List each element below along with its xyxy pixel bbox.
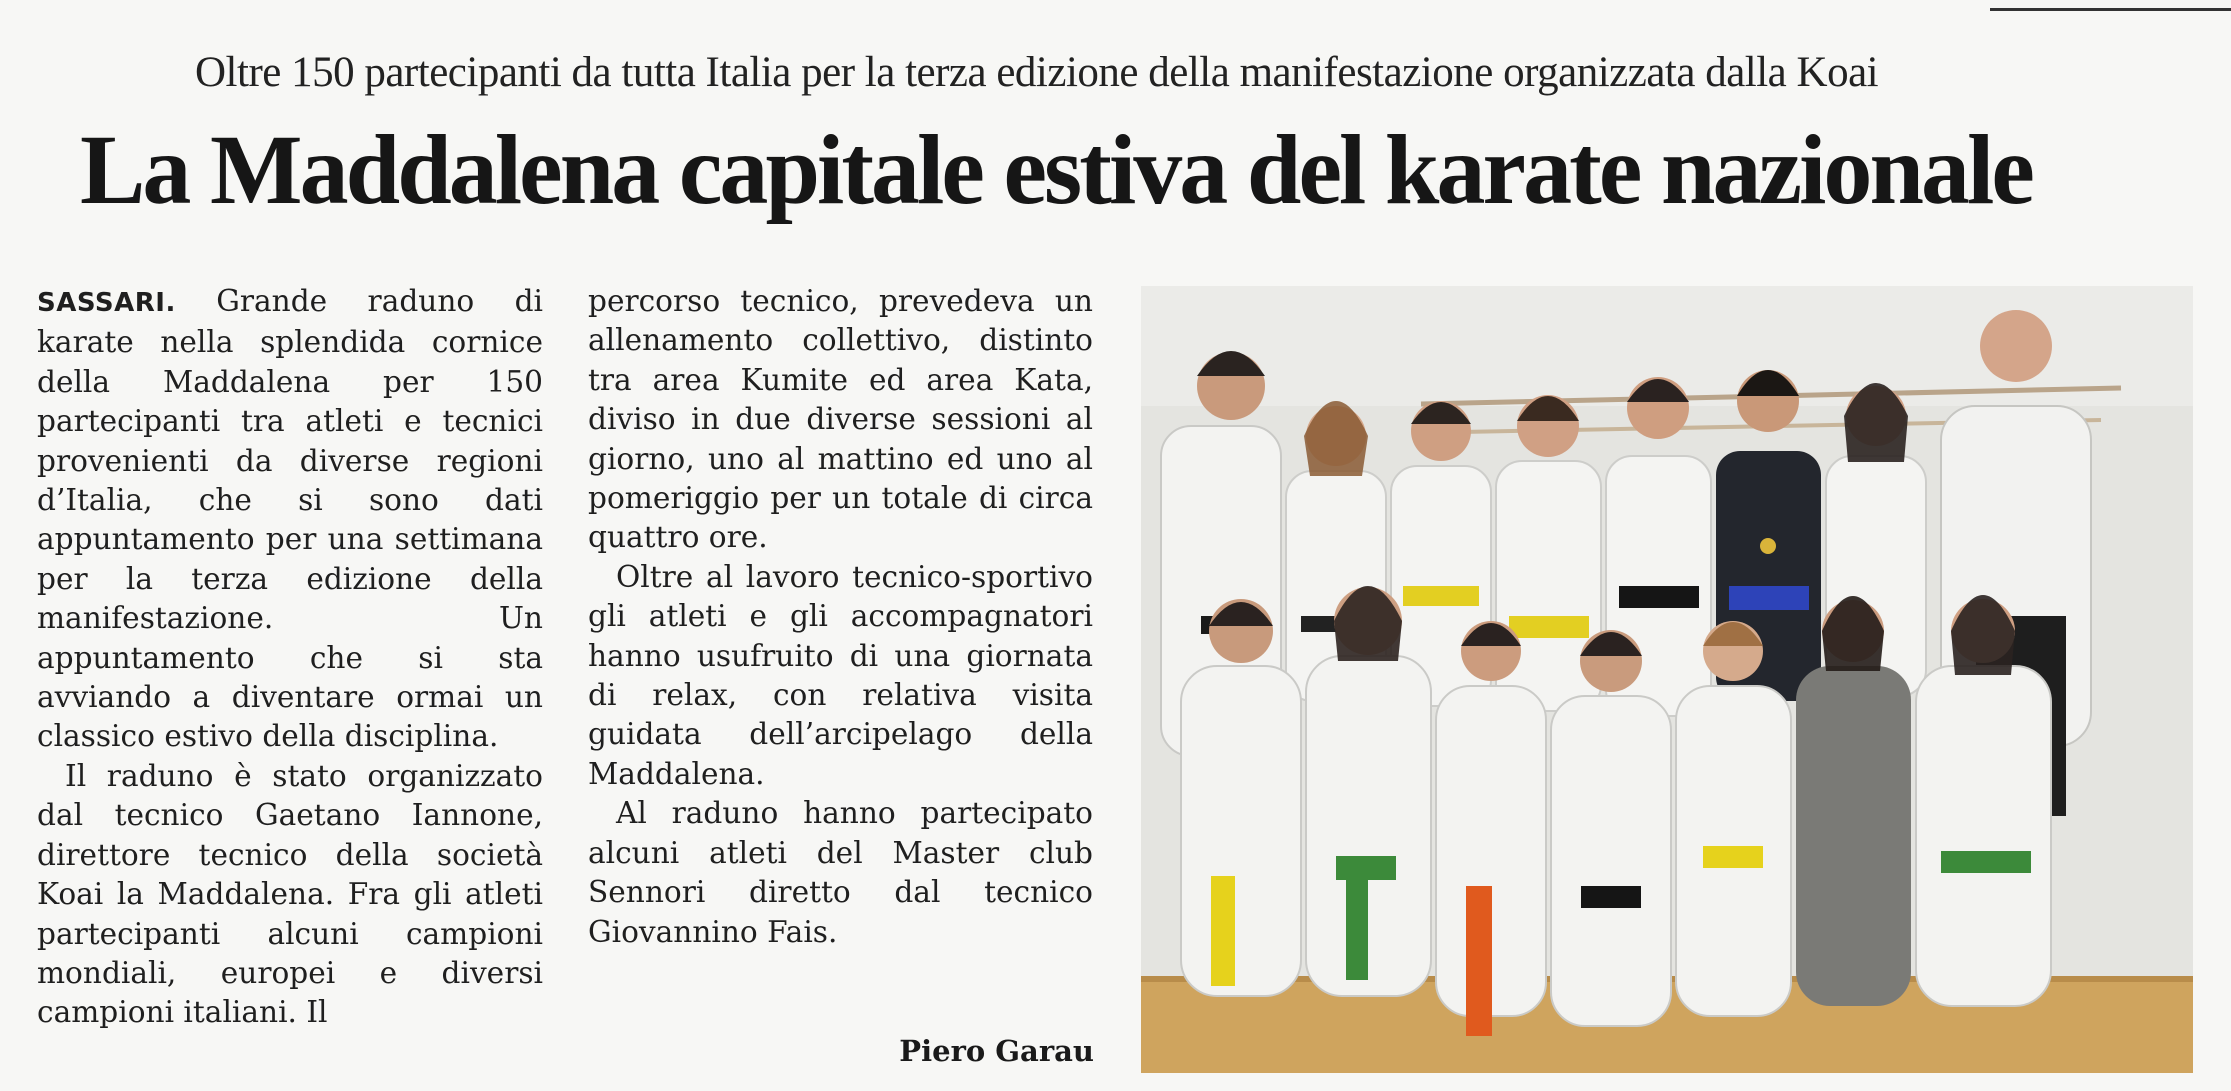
paragraph: Oltre al lavoro tecnico-sportivo gli atleti e gli accompagnatori hanno usufruito di una giornata di relax, con relativa visita guidata dell’arcipelago della Maddalena.	[588, 559, 1093, 791]
karate-group-photo-illustration	[1141, 286, 2193, 1073]
paragraph: Il raduno è stato organizzato dal tecnico Gaetano Iannone, direttore tecnico della società Koai la Maddalena. Fra gli atleti partecipanti alcuni campioni mondiali, europei e diversi campioni italiani. Il	[37, 758, 543, 1030]
top-rule	[1990, 8, 2231, 11]
article-kicker: Oltre 150 partecipanti da tutta Italia per la terza edizione della manifestazione organizzata dalla Koai	[195, 49, 1879, 96]
article-column-1	[37, 282, 543, 1033]
paragraph	[37, 282, 543, 757]
group-photo	[1141, 286, 2193, 1073]
paragraph-text: Grande raduno di karate nella splendida cornice della Maddalena per 150 partecipanti tra atleti e tecnici provenienti da diverse regioni d’Italia, che si sono dati appuntamento per una settimana per la terza edizione della manifestazione. Un appuntamento che si sta avviando a diventare ormai un classico estivo della disciplina.	[37, 284, 543, 754]
byline: Piero Garau	[899, 1034, 1094, 1068]
article-column-2	[588, 282, 1093, 952]
paragraph: percorso tecnico, prevedeva un allenamento collettivo, distinto tra area Kumite ed area Kata, diviso in due diverse sessioni al giorno, uno al mattino ed uno al pomeriggio per un totale di circa quattro ore.	[588, 284, 1093, 555]
dateline: SASSARI.	[37, 288, 176, 318]
paragraph: Al raduno hanno partecipato alcuni atleti del Master club Sennori diretto dal tecnico Giovannino Fais.	[588, 796, 1093, 949]
article-headline: La Maddalena capitale estiva del karate nazionale	[80, 114, 2032, 225]
